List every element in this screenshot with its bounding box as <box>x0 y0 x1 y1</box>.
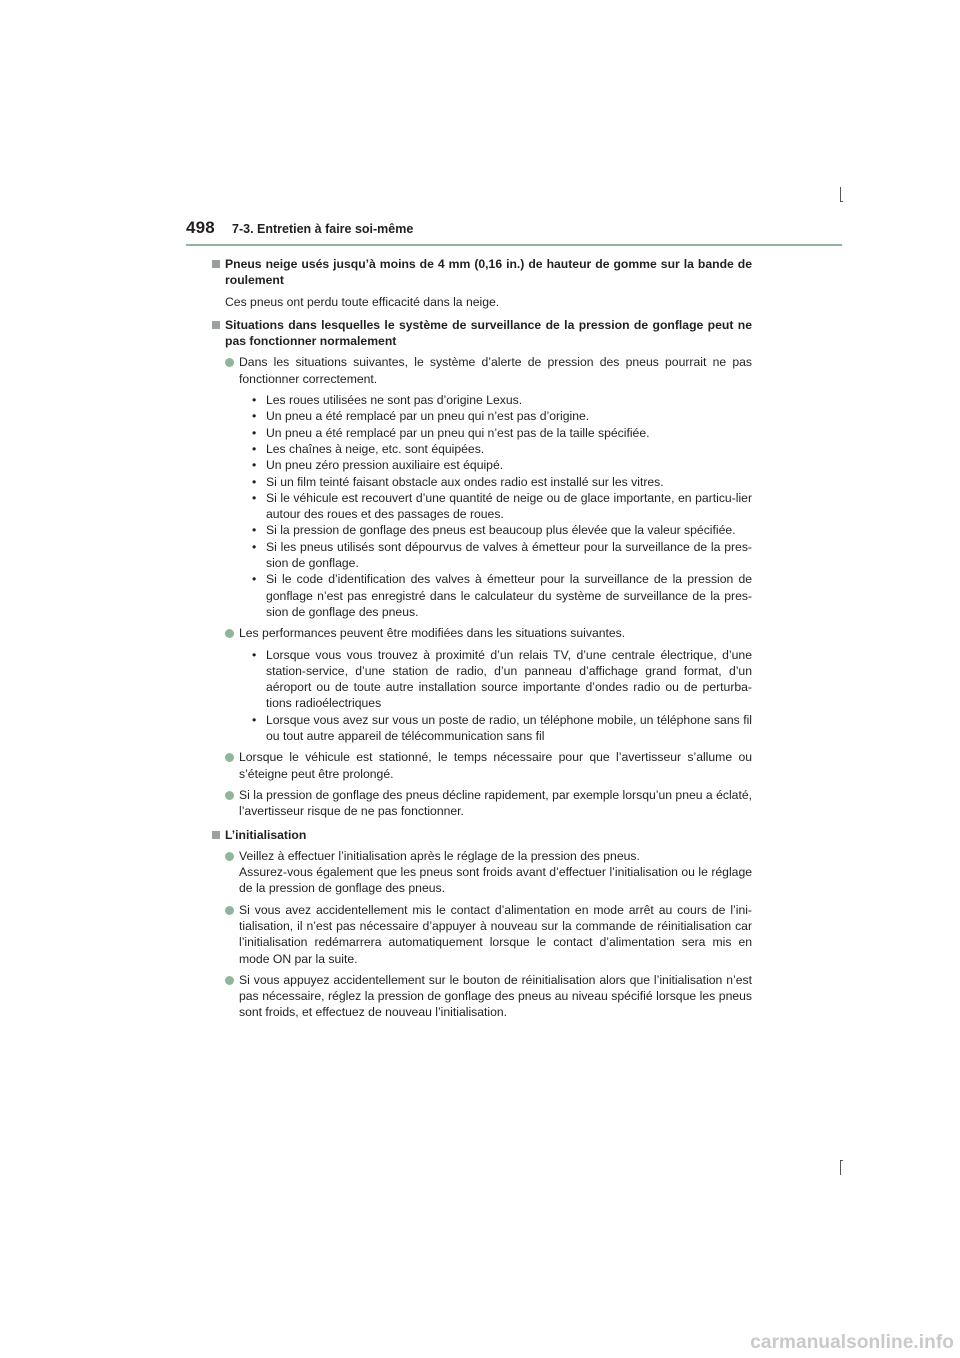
crop-mark-bottom <box>840 1160 841 1175</box>
bullet-item <box>212 848 752 897</box>
section-heading <box>212 256 752 289</box>
bullet-text: Lorsque le véhicule est stationné, le temps nécessaire pour que l’avertisseur s’allume ou s’éteigne peut être prolongé. <box>239 750 752 781</box>
watermark-link[interactable]: carmanualsonline.info <box>750 1332 954 1353</box>
section-initialisation <box>212 827 752 1021</box>
bullet-item <box>212 749 752 782</box>
section-tpms-limitations <box>212 317 752 820</box>
crop-mark-bottom-tick <box>840 1160 843 1161</box>
square-bullet-icon <box>212 831 220 839</box>
bullet-text: Si la pression de gonflage des pneus décline rapidement, par exemple lorsqu’un pneu a éclaté, l’avertisseur risque de ne pas fonctionner. <box>239 787 752 819</box>
bullet-item <box>212 787 752 820</box>
sub-list <box>239 392 752 620</box>
paragraph: Ces pneus ont perdu toute efficacité dans la neige. <box>225 294 500 309</box>
bullet-text: Si vous avez accidentellement mis le contact d’alimentation en mode arrêt au cours de l’ini-tialisation, il n’est pas nécessaire d’appuyer à nouveau sur la commande de réinitialisation car l’initialisation redémarrera automatiquement lorsque le contact d’alimentation sera mis en mode ON par la suite. <box>239 902 752 966</box>
list-item: • Les roues utilisées ne sont pas d’origine Lexus. <box>252 393 523 408</box>
circle-bullet-icon <box>225 629 234 638</box>
crop-mark-top <box>840 187 841 202</box>
heading-text: Pneus neige usés jusqu’à moins de 4 mm (0,16 in.) de hauteur de gomme sur la bande de roulement <box>225 257 752 288</box>
circle-bullet-icon <box>225 852 234 861</box>
sub-list <box>239 647 752 745</box>
bullet-text: Si vous appuyez accidentellement sur le bouton de réinitialisation alors que l’initialisation n’est pas nécessaire, réglez la pression de gonflage des pneus au niveau spécifié lorsque les pneus sont froids, et effectuez de nouveau l’initialisation. <box>239 972 752 1020</box>
circle-bullet-icon <box>225 358 234 367</box>
section-title: 7-3. Entretien à faire soi-même <box>232 222 414 236</box>
bullet-text-continued: Assurez-vous également que les pneus sont froids avant d’effectuer l’initialisation ou le réglage de la pression de gonflage des pneus. <box>239 865 752 896</box>
list-item: • Si le code d’identification des valves à émetteur pour la surveillance de la pression de gonflage n’est pas enregistré dans le calculateur du système de surveillance de la pres-sion de gonflage des pneus. <box>252 572 752 619</box>
page-number: 498 <box>186 218 215 237</box>
list-item: • Un pneu zéro pression auxiliaire est équipé. <box>252 458 504 473</box>
bullet-text: Les performances peuvent être modifiées dans les situations suivantes. <box>239 626 626 641</box>
bullet-text: Dans les situations suivantes, le système d’alerte de pression des pneus pourrait ne pas fonctionner correctement. <box>239 355 752 386</box>
bullet-item <box>212 625 752 744</box>
list-item: • Si le véhicule est recouvert d’une quantité de neige ou de glace importante, en particu-lier autour des roues et des passages de roues. <box>252 490 752 522</box>
list-item: • Lorsque vous avez sur vous un poste de radio, un téléphone mobile, un téléphone sans fil ou tout autre appareil de télécommunication sans fil <box>252 712 752 744</box>
bullet-text: Veillez à effectuer l’initialisation après le réglage de la pression des pneus. <box>239 848 640 863</box>
bullet-item <box>212 354 752 620</box>
list-item: • Un pneu a été remplacé par un pneu qui n’est pas d’origine. <box>252 409 590 424</box>
crop-mark-top-tick <box>840 201 843 202</box>
square-bullet-icon <box>212 260 220 268</box>
bullet-item <box>212 972 752 1021</box>
list-item: • Si les pneus utilisés sont dépourvus de valves à émetteur pour la surveillance de la pres-sion de gonflage. <box>252 539 752 571</box>
header-rule <box>186 244 842 246</box>
list-item: • Si un film teinté faisant obstacle aux ondes radio est installé sur les vitres. <box>252 474 664 489</box>
list-item: • Les chaînes à neige, etc. sont équipées. <box>252 441 485 456</box>
bullet-item <box>212 902 752 967</box>
list-item: • Un pneu a été remplacé par un pneu qui n’est pas de la taille spécifiée. <box>252 425 650 440</box>
circle-bullet-icon <box>225 976 234 985</box>
list-item: • Lorsque vous vous trouvez à proximité d’un relais TV, d’une centrale électrique, d’une station-service, d’une station de radio, d’un panneau d’affichage grand format, d’un aéroport ou de toute autre installation source importante d’ondes radio ou de perturba-tions radioélectriques <box>252 647 752 711</box>
circle-bullet-icon <box>225 753 234 762</box>
section-snow-tires <box>212 256 752 310</box>
circle-bullet-icon <box>225 791 234 800</box>
heading-text: L’initialisation <box>225 827 307 842</box>
section-heading <box>212 317 752 350</box>
heading-text: Situations dans lesquelles le système de surveillance de la pression de gonflage peut ne pas fonctionner normalement <box>225 317 752 349</box>
list-item: • Si la pression de gonflage des pneus est beaucoup plus élevée que la valeur spécifiée. <box>252 523 736 538</box>
circle-bullet-icon <box>225 906 234 915</box>
page-content <box>212 256 752 1028</box>
section-heading <box>212 827 752 843</box>
square-bullet-icon <box>212 321 220 329</box>
